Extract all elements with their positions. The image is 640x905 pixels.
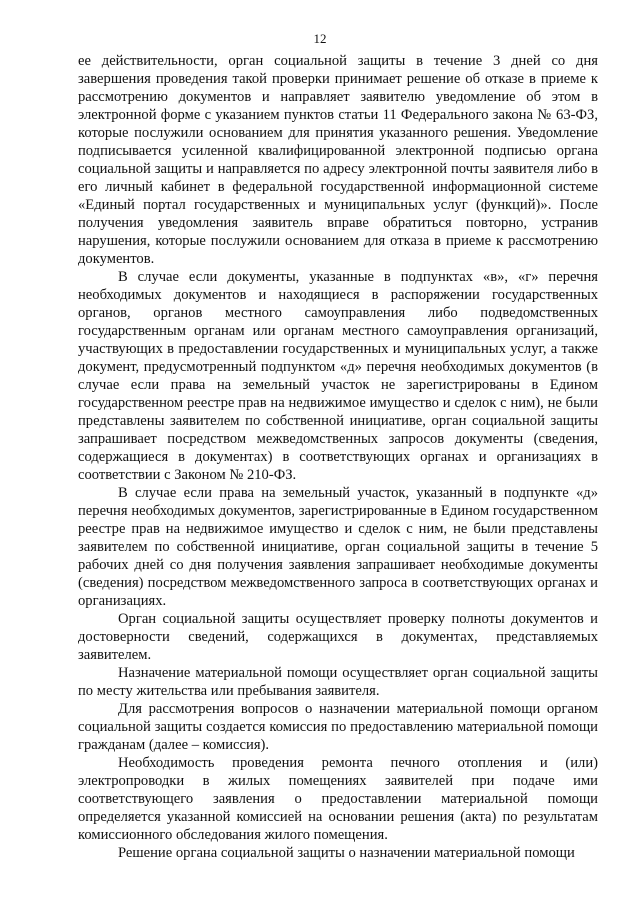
paragraph-assignment-place: Назначение материальной помощи осуществляет орган социальной защиты по месту жительства или пребывания заявителя. [78, 665, 598, 699]
paragraph-interagency-requests: В случае если документы, указанные в подпунктах «в», «г» перечня необходимых документов и находящиеся в распоряжении государственных органов, органов местного самоуправления либо подведомственных государственным органам или органам местного самоуправления организаций, участвующих в предоставлении государственных и муниципальных услуг, а также документ, предусмотренный подпунктом «д» перечня необходимых документов (в случае если права на земельный участок не зарегистрированы в Едином государственном реестре прав на недвижимое имущество и сделок с ним), не были представлены заявителем по собственной инициативе, орган социальной защиты запрашивает посредством межведомственных запросов документы (сведения, содержащиеся в документах) в соответствующих органах и организациях в соответствии с Законом № 210-ФЗ. [78, 269, 598, 483]
paragraph-completeness-check: Орган социальной защиты осуществляет проверку полноты документов и достоверности сведений, содержащихся в документах, представляемых заявителем. [78, 611, 598, 663]
paragraph-continuation: ее действительности, орган социальной защиты в течение 3 дней со дня завершения проведения такой проверки принимает решение об отказе в приеме к рассмотрению документов и направляет заявителю уведомление об этом в электронной форме с указанием пунктов статьи 11 Федерального закона № 63-ФЗ, которые послужили основанием для принятия указанного решения. Уведомление подписывается усиленной квалифицированной электронной подписью органа социальной защиты и направляется по адресу электронной почты заявителя либо в его личный кабинет в федеральной государственной информационной системе «Единый портал государственных и муниципальных услуг (функций)». После получения уведомления заявитель вправе обратиться повторно, устранив нарушения, которые послужили основанием для отказа в приеме к рассмотрению документов. [78, 53, 598, 267]
page-number: 12 [313, 31, 327, 46]
paragraph-land-rights-request: В случае если права на земельный участок, указанный в подпункте «д» перечня необходимых документов, зарегистрированные в Едином государственном реестре прав на недвижимое имущество и сделок с ним, не были представлены заявителем по собственной инициативе, орган социальной защиты в течение 5 рабочих дней со дня получения заявления запрашивает необходимые документы (сведения) посредством межведомственного запроса в соответствующих органах и организациях. [78, 485, 598, 609]
paragraph-repair-necessity: Необходимость проведения ремонта печного отопления и (или) электропроводки в жилых помещениях заявителей при подаче ими соответствующего заявления о предоставлении материальной помощи определяется указанной комиссией на основании решения (акта) по результатам комиссионного обследования жилого помещения. [78, 755, 598, 843]
document-body [78, 52, 598, 862]
paragraph-commission: Для рассмотрения вопросов о назначении материальной помощи органом социальной защиты создается комиссия по предоставлению материальной помощи гражданам (далее – комиссия). [78, 701, 598, 753]
paragraph-decision: Решение органа социальной защиты о назначении материальной помощи [118, 845, 575, 861]
